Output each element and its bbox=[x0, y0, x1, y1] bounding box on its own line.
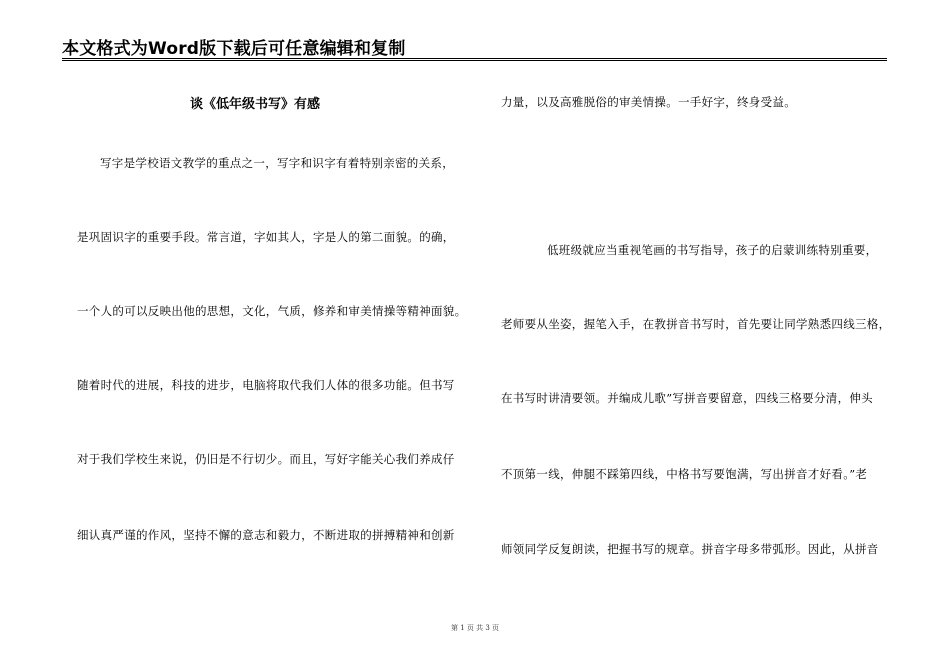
left-column-line: 写字是学校语文教学的重点之一，写字和识字有着特别亲密的关系， bbox=[100, 156, 454, 170]
right-column-line: 师领同学反复朗读，把握书写的规章。拼音字母多带弧形。因此，从拼音 bbox=[501, 542, 879, 556]
left-column-line: 是巩固识字的重要手段。常言道，字如其人，字是人的第二面貌。的确， bbox=[77, 230, 455, 244]
left-column-line: 对于我们学校生来说，仍旧是不行切少。而且，写好字能关心我们养成仔 bbox=[77, 452, 455, 466]
right-column-line: 不顶第一线，伸腿不踩第四线，中格书写要饱满，写出拼音才好看。”老 bbox=[501, 467, 868, 481]
header-divider bbox=[62, 58, 887, 61]
header-title: 本文格式为Word版下载后可任意编辑和复制 bbox=[62, 39, 406, 59]
right-column-line: 在书写时讲清要领。并编成儿歌”写拼音要留意，四线三格要分清，伸头 bbox=[501, 391, 873, 405]
page-number: 第 1 页 共 3 页 bbox=[450, 624, 500, 632]
right-column-line: 老师要从坐姿，握笔入手，在教拼音书写时，首先要让同学熟悉四线三格， bbox=[501, 317, 891, 331]
document-title: 谈《低年级书写》有感 bbox=[190, 97, 321, 112]
right-column-line: 低班级就应当重视笔画的书写指导，孩子的启蒙训练特别重要， bbox=[547, 243, 878, 257]
right-column-line: 力量，以及高雅脱俗的审美情操。一手好字，终身受益。 bbox=[501, 95, 796, 109]
left-column-line: 细认真严谨的作风，坚持不懈的意志和毅力，不断进取的拼搏精神和创新 bbox=[77, 528, 455, 542]
left-column-line: 一个人的可以反映出他的思想，文化，气质，修养和审美情操等精神面貌。 bbox=[77, 304, 467, 318]
left-column-line: 随着时代的进展，科技的进步，电脑将取代我们人体的很多功能。但书写 bbox=[77, 378, 455, 392]
